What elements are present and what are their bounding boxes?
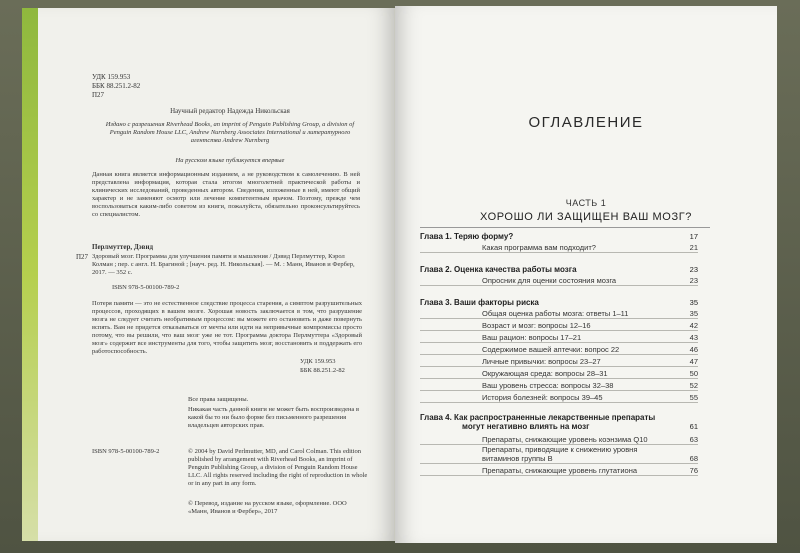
toc-item bbox=[420, 433, 698, 445]
cover-edge-strip bbox=[22, 8, 38, 541]
item-title: Препараты, снижающие уровень коэнзима Q10 bbox=[482, 435, 648, 444]
item-title: История болезней: вопросы 39–45 bbox=[482, 393, 603, 402]
part-rule bbox=[420, 227, 710, 228]
chapter-page: 61 bbox=[689, 422, 698, 431]
author-heading: Перлмуттер, Дэвид bbox=[92, 243, 154, 251]
toc-item bbox=[420, 241, 698, 253]
item-title-line1: Препараты, приводящие к снижению уровня bbox=[482, 445, 638, 454]
bbk-2: ББК 88.251.2-82 bbox=[300, 367, 345, 374]
copyright-ru: © Перевод, издание на русском языке, оформление. ООО «Манн, Иванов и Фербер», 2017 bbox=[188, 500, 347, 515]
toc-item bbox=[420, 274, 698, 286]
toc-title: ОГЛАВЛЕНИЕ bbox=[528, 114, 644, 131]
bbk: ББК 88.251.2-82 bbox=[92, 82, 141, 90]
item-page: 63 bbox=[689, 435, 698, 444]
chapter-page: 23 bbox=[689, 265, 698, 274]
part-label: ЧАСТЬ 1 bbox=[565, 198, 607, 208]
chapter-page: 35 bbox=[689, 298, 698, 307]
item-title: Общая оценка работы мозга: ответы 1–11 bbox=[482, 309, 629, 318]
toc-item bbox=[420, 379, 698, 391]
imprint-codes bbox=[92, 73, 182, 100]
item-page: 76 bbox=[689, 466, 698, 475]
item-title: Ваш уровень стресса: вопросы 32–38 bbox=[482, 381, 614, 390]
item-title: Опросник для оценки состояния мозга bbox=[482, 276, 617, 285]
toc-item bbox=[420, 319, 698, 331]
bib-code: П27 bbox=[76, 253, 89, 261]
item-page: 43 bbox=[689, 333, 698, 342]
toc-chapter bbox=[420, 230, 698, 241]
udk: УДК 159.953 bbox=[92, 73, 131, 81]
item-title: Какая программа вам подходит? bbox=[482, 243, 596, 252]
part-title: ХОРОШО ЛИ ЗАЩИЩЕН ВАШ МОЗГ? bbox=[480, 211, 692, 223]
item-page: 21 bbox=[689, 243, 698, 252]
toc-item bbox=[420, 391, 698, 403]
item-page: 68 bbox=[689, 454, 698, 463]
isbn-bottom: ISBN 978-5-00100-789-2 bbox=[92, 448, 160, 455]
toc-chapter bbox=[420, 263, 698, 274]
toc-item bbox=[420, 307, 698, 319]
disclaimer: Данная книга является информационным изданием, а не руководством к самолечению. В ней представлена информация, которая стала итогом многолетней практической работы и клинических исследований, проведенных автором. Сведения, изложенные в ней, имеют общий характер и не заменяют осмотр или лечение компетентным врачом. Поэтому, прежде чем воспользоваться каким-либо советом из книги, пожалуйста, обязательно проконсультируйтесь со специалистом. bbox=[92, 171, 360, 218]
item-page: 52 bbox=[689, 381, 698, 390]
item-title: Препараты, снижающие уровень глутатиона bbox=[482, 466, 638, 475]
toc-item bbox=[420, 367, 698, 379]
item-title: Личные привычки: вопросы 23–27 bbox=[482, 357, 601, 366]
item-title-line2: витаминов группы B bbox=[482, 454, 553, 463]
item-page: 46 bbox=[689, 345, 698, 354]
chapter-title-line1: Глава 4. Как распространенные лекарственные препараты bbox=[420, 413, 656, 422]
editor-line: Научный редактор Надежда Никольская bbox=[170, 107, 290, 115]
annotation: Потеря памяти — это не естественное следствие процесса старения, а симптом разрушительных процессов, проходящих в вашем мозге. Хорошая новость заключается в том, что разрушение мозга не следует считать необратимым процессом: вы можете его остановить и даже повернуть вспять. Вам не придется отказываться от мечты или идти на непривычные компромиссы просто потому, что вы решили, что ваш мозг уже не тот. Программа доктора Перлмуттера «Здоровый мозг» содержит все инструменты для того, чтобы защитить мозг, восстановить и поддержать его работоспособность. bbox=[92, 300, 362, 355]
table-of-contents bbox=[420, 230, 698, 476]
copyright: © 2004 by David Perlmutter, MD, and Carol Colman. This edition published by arrangement with Riverhead Books, an imprint of Penguin Publishing Group, a division of Penguin Random House LLC. All rights reserved including the right of reproduction in whole or in any part in any form. bbox=[188, 448, 368, 487]
item-page: 47 bbox=[689, 357, 698, 366]
chapter-title: Глава 1. Теряю форму? bbox=[420, 232, 514, 241]
item-page: 42 bbox=[689, 321, 698, 330]
toc-chapter bbox=[420, 413, 698, 431]
rights-text: Никакая часть данной книги не может быть воспроизведена в какой бы то ни было форме без письменного разрешения владельцев авторских прав. bbox=[188, 406, 360, 429]
chapter-title: Глава 2. Оценка качества работы мозга bbox=[420, 265, 577, 274]
toc-chapter bbox=[420, 296, 698, 307]
toc-item bbox=[420, 343, 698, 355]
item-page: 23 bbox=[689, 276, 698, 285]
chapter-title: Глава 3. Ваши факторы риска bbox=[420, 298, 539, 307]
item-title: Окружающая среда: вопросы 28–31 bbox=[482, 369, 608, 378]
item-page: 50 bbox=[689, 369, 698, 378]
license-text: Издано с разрешения Riverhead Books, an imprint of Penguin Publishing Group, a division of Penguin Random House LLC, Andrew Nurnberg Associates International и литературного агентства Andrew Nurnberg bbox=[105, 121, 355, 144]
item-page: 35 bbox=[689, 309, 698, 318]
toc-item bbox=[420, 331, 698, 343]
item-title: Возраст и мозг: вопросы 12–16 bbox=[482, 321, 591, 330]
rights-heading: Все права защищены. bbox=[188, 396, 249, 403]
chapter-page: 17 bbox=[689, 232, 698, 241]
first-publication: На русском языке публикуется впервые bbox=[175, 157, 285, 164]
toc-item bbox=[420, 464, 698, 476]
item-title: Содержимое вашей аптечки: вопрос 22 bbox=[482, 345, 620, 354]
code: П27 bbox=[92, 91, 105, 99]
chapter-title-line2: могут негативно влиять на мозг bbox=[462, 422, 590, 431]
item-title: Ваш рацион: вопросы 17–21 bbox=[482, 333, 582, 342]
udk-2: УДК 159.953 bbox=[300, 358, 336, 365]
item-page: 55 bbox=[689, 393, 698, 402]
bib-description: Здоровый мозг. Программа для улучшения памяти и мышления / Дэвид Перлмуттер, Кэрол Колман ; пер. с англ. Н. Брагиной ; [науч. ред. Н. Никольская]. — М. : Манн, Иванов и Фербер, 2017. — 352 с. bbox=[92, 253, 355, 276]
toc-item bbox=[420, 355, 698, 367]
toc-item bbox=[420, 445, 698, 464]
isbn-line: ISBN 978-5-00100-789-2 bbox=[112, 284, 180, 291]
